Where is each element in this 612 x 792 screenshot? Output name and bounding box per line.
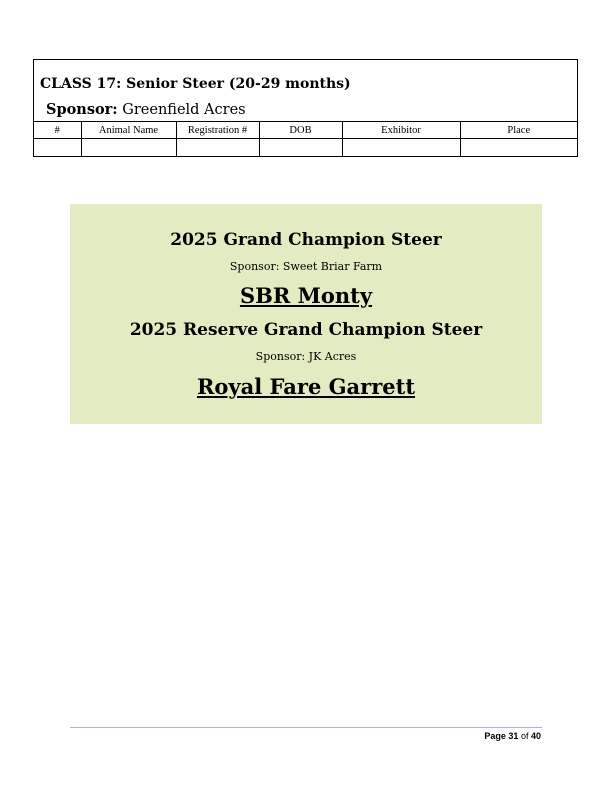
class-title: CLASS 17: Senior Steer (20-29 months) bbox=[40, 76, 351, 92]
cell-animal-name bbox=[81, 139, 176, 158]
page-number bbox=[484, 731, 541, 741]
class-sponsor-label: Sponsor: bbox=[46, 101, 118, 118]
col-header-place: Place bbox=[460, 122, 577, 139]
page-label: Page bbox=[484, 731, 506, 741]
col-header-exhibitor: Exhibitor bbox=[342, 122, 460, 139]
class-sponsor-name: Greenfield Acres bbox=[122, 102, 246, 118]
cell-number bbox=[34, 139, 81, 158]
col-header-animal-name: Animal Name bbox=[81, 122, 176, 139]
entries-header-row bbox=[34, 122, 577, 139]
page-current: 31 bbox=[508, 731, 519, 741]
reserve-champion-sponsor: Sponsor: JK Acres bbox=[255, 350, 357, 363]
col-header-registration: Registration # bbox=[176, 122, 259, 139]
page-of-label: of bbox=[520, 731, 529, 741]
champions-box bbox=[70, 204, 542, 424]
cell-place bbox=[460, 139, 577, 158]
cell-dob bbox=[259, 139, 342, 158]
grand-champion-title: 2025 Grand Champion Steer bbox=[170, 230, 442, 250]
page-total: 40 bbox=[530, 731, 541, 741]
cell-exhibitor bbox=[342, 139, 460, 158]
grand-champion-sponsor: Sponsor: Sweet Briar Farm bbox=[229, 260, 383, 273]
cell-registration bbox=[176, 139, 259, 158]
reserve-champion-animal: Royal Fare Garrett bbox=[196, 374, 416, 399]
class-section bbox=[33, 59, 578, 157]
footer-divider bbox=[70, 727, 542, 728]
reserve-champion-title: 2025 Reserve Grand Champion Steer bbox=[129, 320, 483, 340]
col-header-number: # bbox=[34, 122, 81, 139]
col-header-dob: DOB bbox=[259, 122, 342, 139]
entries-table bbox=[34, 121, 577, 157]
table-row bbox=[34, 139, 577, 158]
grand-champion-animal: SBR Monty bbox=[239, 283, 373, 308]
class-sponsor bbox=[46, 101, 246, 118]
